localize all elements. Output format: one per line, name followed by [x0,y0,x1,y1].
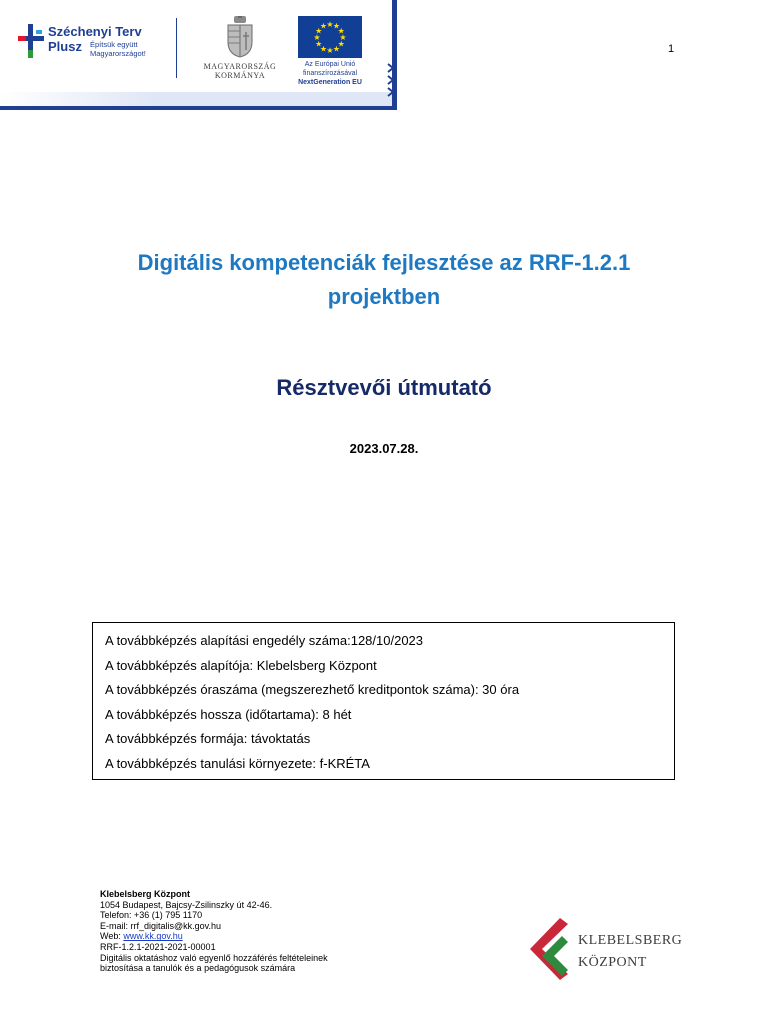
coat-of-arms-icon [225,16,255,58]
szechenyi-title-plusz: Plusz [48,39,82,54]
kormany-label [200,62,280,80]
document-subtitle: Résztvevői útmutató [276,375,492,400]
info-line: A továbbképzés óraszáma (megszerezhető kreditpontok száma): 30 óra [105,682,520,697]
footer-phone: Telefon: +36 (1) 795 1170 [100,910,203,921]
szechenyi-logo [18,24,178,84]
eu-star-icon: ★ [319,44,328,54]
header-banner [0,0,768,115]
klebelsberg-chevron-icon [530,918,574,980]
szechenyi-cross-icon [18,24,44,58]
footer-address: 1054 Budapest, Bajcsy-Zsilinszky út 42-46. [100,899,273,910]
footer-email: E-mail: rrf_digitalis@kk.gov.hu [100,920,222,931]
eu-star-icon: ★ [337,39,345,49]
eu-star-icon: ★ [326,46,334,55]
eu-caption [290,60,370,87]
eu-stars-icon [298,16,362,58]
klebelsberg-name-1: KLEBELSBERG [578,933,683,948]
szechenyi-title: Széchenyi Terv [48,24,142,39]
footer-org-name: Klebelsberg Központ [100,889,191,899]
info-box [92,622,675,780]
eu-star-icon: ★ [319,21,328,31]
szechenyi-tagline-2: Magyarországot! [90,49,146,58]
kormany-label-1: MAGYARORSZÁG [203,62,277,71]
kormany-logo [200,16,280,86]
eu-logo [290,16,374,96]
klebelsberg-name [578,930,682,974]
eu-star-icon: ★ [315,26,323,36]
eu-flag [298,16,362,58]
document-date: 2023.07.28. [349,441,419,456]
klebelsberg-name-2: KÖZPONT [578,955,647,970]
info-line: A továbbképzés hossza (időtartama): 8 hét [105,706,352,722]
document-title-line-2: projektben [327,284,441,309]
eu-caption-2: finanszírozásával [302,70,358,77]
header-chevrons-icon [386,62,396,106]
footer-contact [100,889,420,974]
eu-star-icon: ★ [313,33,321,42]
eu-star-icon: ★ [339,33,347,42]
footer-project-code: RRF-1.2.1-2021-2021-00001 [100,941,216,952]
szechenyi-tagline [90,40,180,58]
footer-description-2: biztosítása a tanulók és a pedagógusok számára [100,963,296,974]
eu-star-icon: ★ [337,26,345,36]
info-line: A továbbképzés alapítási engedély száma:128/10/2023 [105,633,424,648]
footer-web-label: Web: [100,931,124,942]
document-title-line-1: Digitális kompetenciák fejlesztése az RRF-1.2.1 [137,250,631,275]
eu-star-icon: ★ [332,44,341,54]
eu-caption-3-text: NextGeneration EU [298,79,362,86]
info-line: A továbbképzés tanulási környezete: f-KRÉTA [105,755,370,771]
eu-star-icon: ★ [326,20,334,29]
szechenyi-tagline-1: Építsük együtt [90,40,138,49]
footer-web [100,931,420,942]
header-divider [176,18,177,78]
eu-caption-1: Az Európai Unió [304,61,356,68]
eu-star-icon: ★ [332,21,341,31]
klebelsberg-logo [530,918,690,982]
footer-web-link[interactable]: www.kk.gov.hu [123,931,183,942]
info-line: A továbbképzés alapítója: Klebelsberg Központ [105,657,377,673]
eu-star-icon: ★ [315,39,323,49]
eu-caption-3 [290,78,370,87]
footer-description-1: Digitális oktatáshoz való egyenlő hozzáférés feltételeinek [100,952,328,963]
kormany-label-2: KORMÁNYA [214,71,266,80]
info-line: A továbbképzés formája: távoktatás [105,731,311,746]
document-title [0,246,768,314]
page-number: 1 [668,43,675,55]
